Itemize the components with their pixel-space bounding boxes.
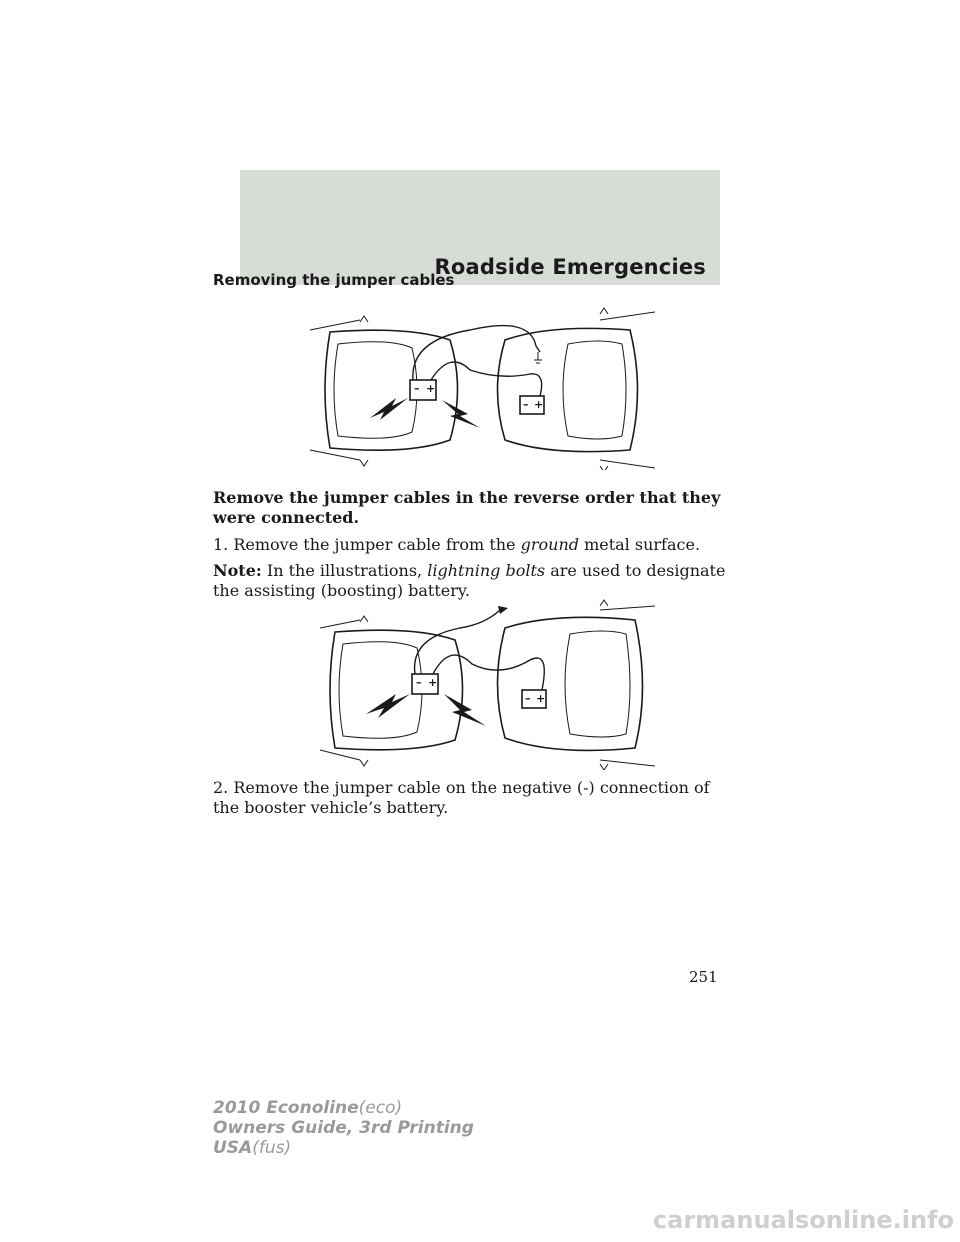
- footer-guide: Owners Guide, 3rd Printing: [213, 1118, 474, 1138]
- svg-text:+: +: [426, 382, 436, 395]
- page-number: 251: [689, 968, 718, 986]
- step-1: [213, 535, 733, 555]
- subheading: Removing the jumper cables: [213, 271, 455, 289]
- document-footer: [213, 1098, 474, 1158]
- footer-market: USA: [213, 1138, 253, 1158]
- svg-text:+: +: [536, 692, 546, 705]
- svg-text:+: +: [428, 676, 438, 689]
- svg-text:–: –: [525, 692, 531, 705]
- svg-text:–: –: [414, 382, 420, 395]
- jumper-cable-illustration-2: [300, 598, 660, 770]
- step-2: 2. Remove the jumper cable on the negative (-) connection of the booster vehicle’s battery.: [213, 778, 710, 817]
- svg-text:+: +: [534, 398, 544, 411]
- disabled-vehicle: [498, 308, 656, 470]
- svg-text:–: –: [523, 398, 529, 411]
- note-text-end: are used to designate the assisting (boosting) battery.: [213, 561, 726, 600]
- step-1-emphasis: ground: [520, 535, 579, 554]
- svg-text:–: –: [416, 676, 422, 689]
- disabled-battery: [522, 690, 546, 708]
- disabled-battery: [520, 396, 544, 414]
- note-label: Note:: [213, 561, 262, 580]
- step-1-text-end: metal surface.: [578, 535, 701, 554]
- booster-battery: [412, 674, 438, 694]
- footer-market-code: (fus): [252, 1138, 292, 1158]
- note-emphasis: lightning bolts: [427, 561, 546, 580]
- booster-vehicle: [320, 616, 463, 766]
- jumper-cable-illustration-1: [300, 300, 660, 470]
- booster-battery: [410, 380, 436, 400]
- footer-model-code: (eco): [358, 1098, 403, 1118]
- watermark: carmanualsonline.info: [652, 1206, 954, 1234]
- note-text: In the illustrations,: [261, 561, 428, 580]
- step-1-text: 1. Remove the jumper cable from the: [213, 535, 521, 554]
- intro-paragraph: Remove the jumper cables in the reverse order that they were connected.: [213, 488, 721, 527]
- disabled-vehicle: [498, 600, 656, 770]
- footer-model: 2010 Econoline: [213, 1098, 359, 1118]
- note-paragraph: [213, 561, 733, 601]
- section-title: Roadside Emergencies: [434, 255, 706, 279]
- section-header-band: [240, 170, 720, 285]
